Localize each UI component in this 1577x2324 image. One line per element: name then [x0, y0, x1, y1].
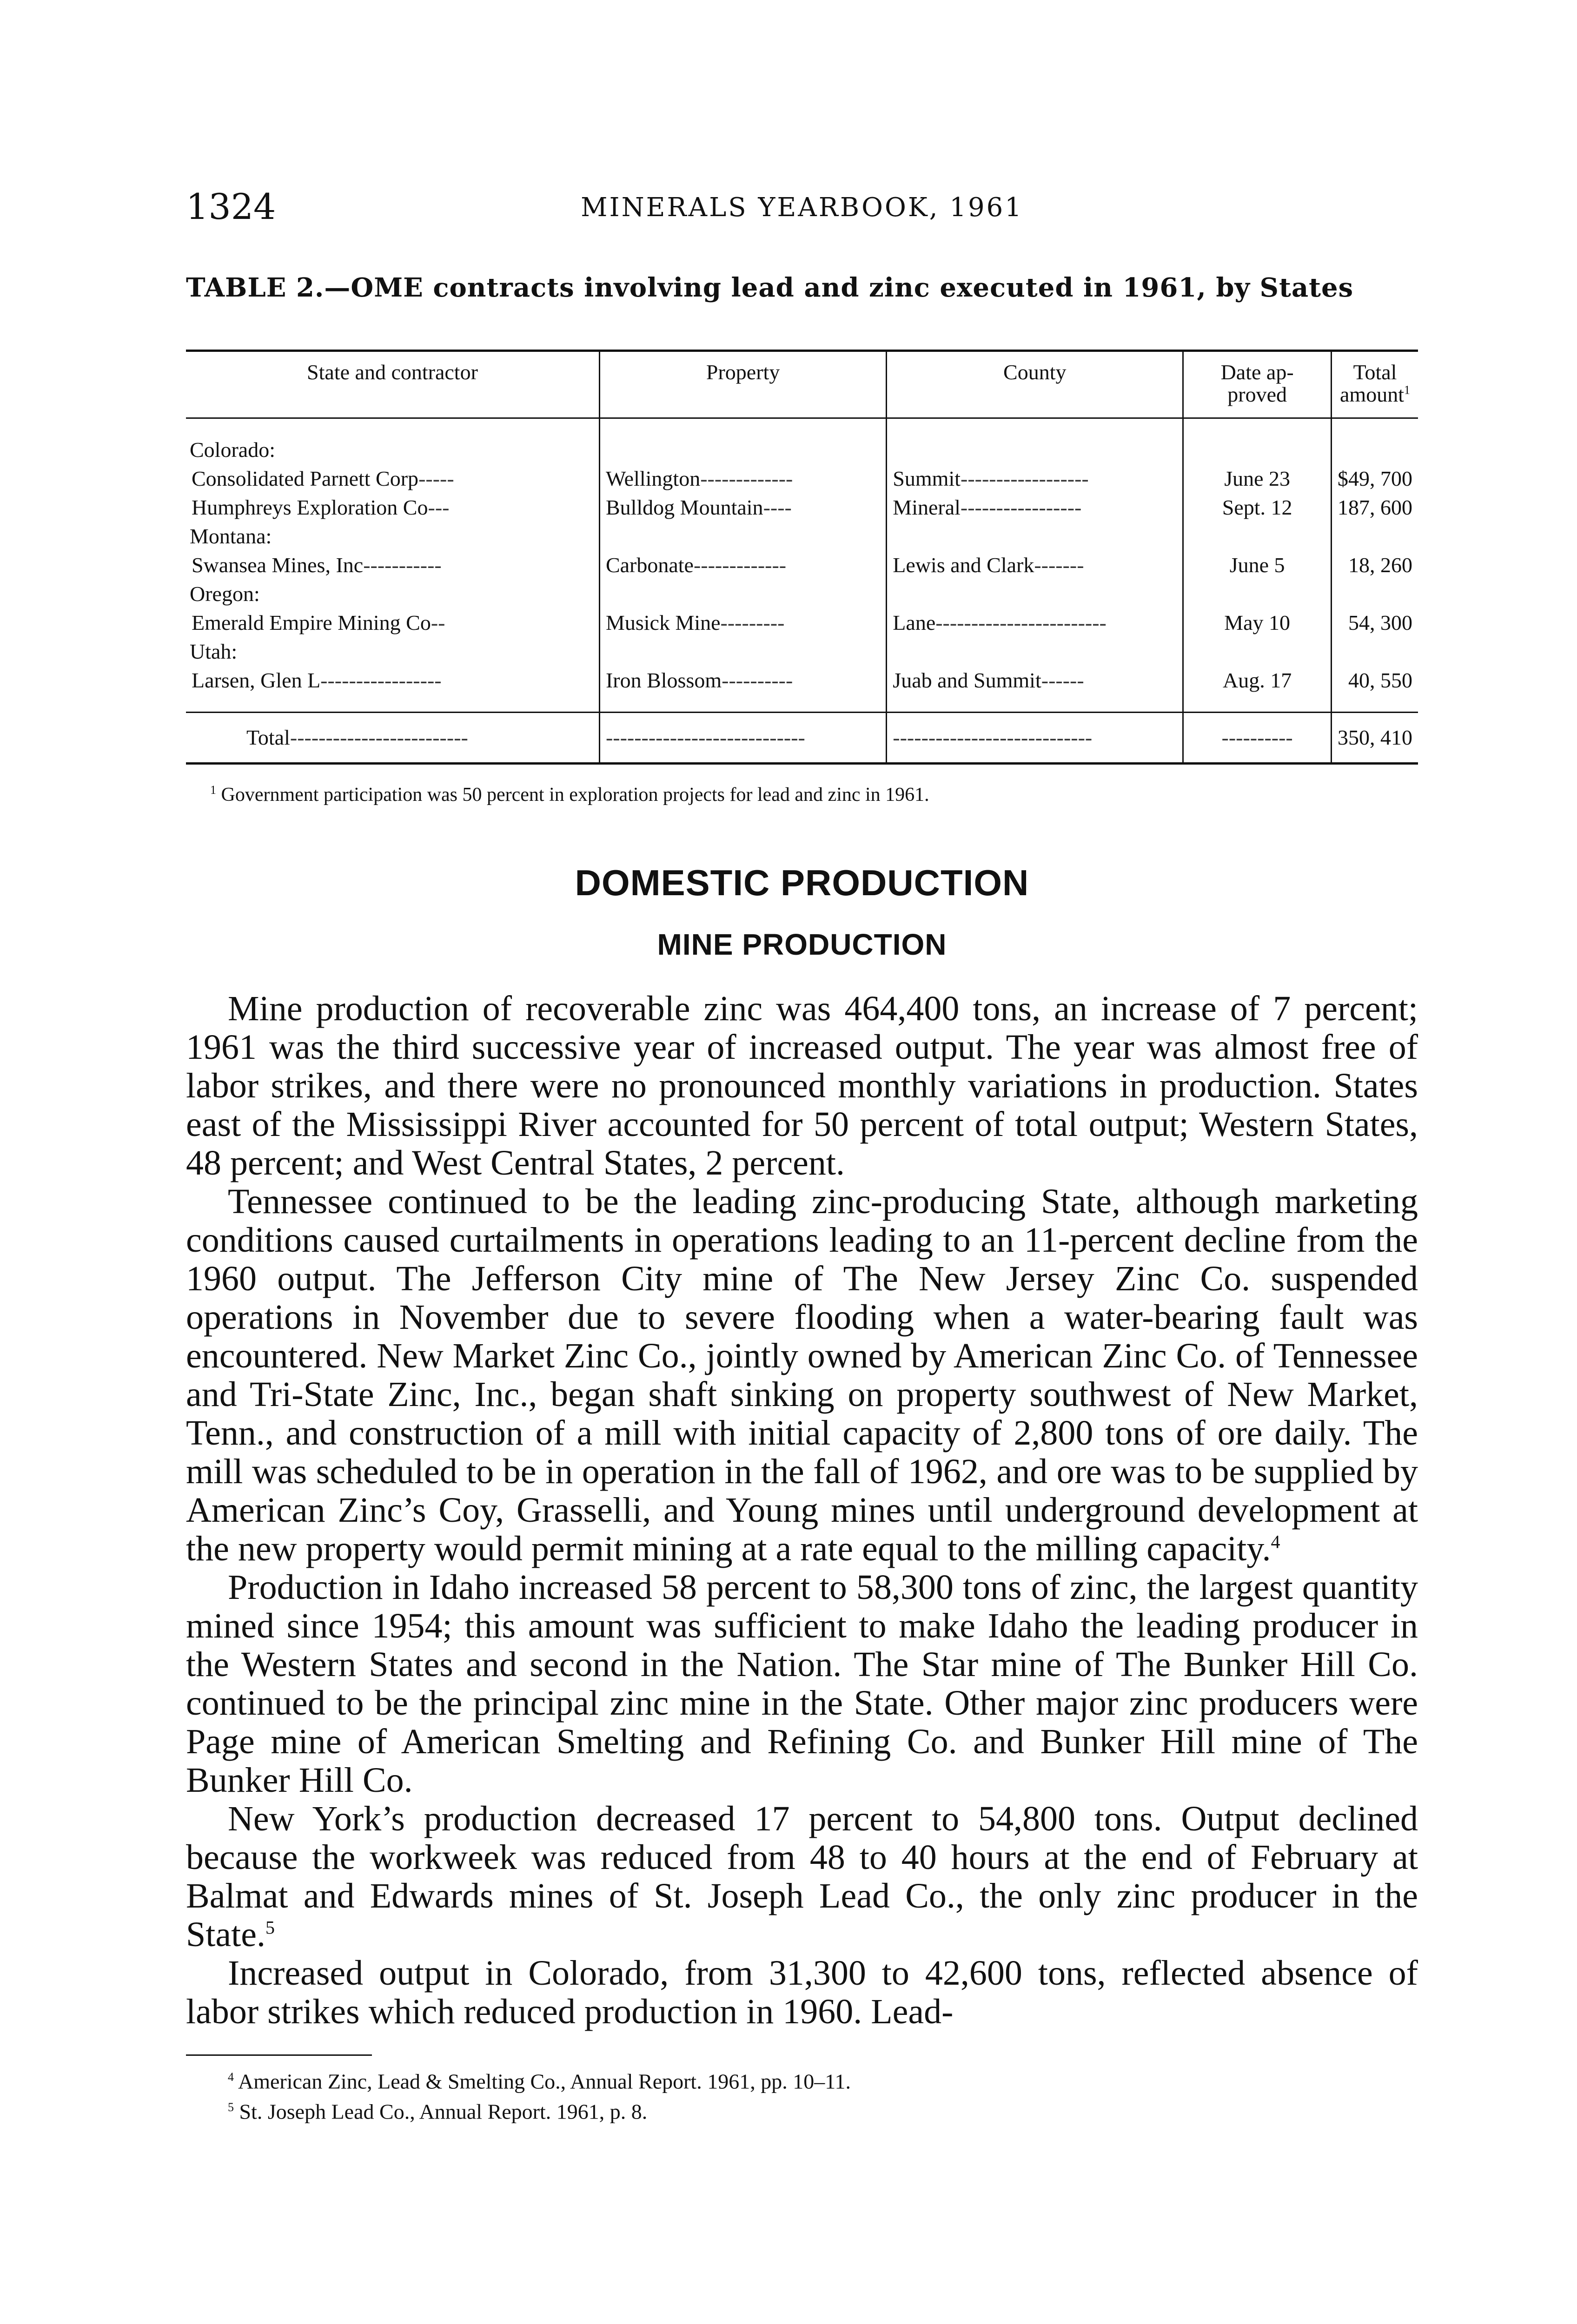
amount-cell: 54, 300: [1348, 610, 1412, 634]
footnote-marker: 4: [228, 2070, 234, 2084]
date-cell: June 5: [1183, 551, 1332, 580]
header-date-approved: [1183, 351, 1332, 418]
table-footnote: [186, 783, 1418, 806]
body-text: [186, 990, 1418, 2031]
table-row: Larsen, Glen L----------------- Iron Blossom---------- Juab and Summit------ Aug. 17 40, 550: [186, 666, 1418, 695]
date-cell: June 23: [1183, 464, 1332, 493]
paragraph-text: Tennessee continued to be the leading zinc-producing State, although marketing conditions caused curtailments in operations leading to an 11-percent decline from the 1960 output. The Jefferson City mine of The New Jersey Zinc Co. suspended operations in November due to severe flooding when a water-bearing fault was encountered. New Market Zinc Co., jointly owned by American Zinc Co. of Tennessee and Tri-State Zinc, Inc., began shaft sinking on property southwest of New Market, Tenn., and construction of a mill with initial capacity of 2,800 tons of ore daily. The mill was scheduled to be in operation in the fall of 1962, and ore was to be supplied by American Zinc’s Coy, Grasselli, and Young mines until underground development at the new property would permit mining at a rate equal to the milling capacity.: [186, 1182, 1418, 1568]
running-title: MINERALS YEARBOOK, 1961: [581, 192, 1023, 223]
date-cell: Sept. 12: [1183, 493, 1332, 522]
table-row: Swansea Mines, Inc----------- Carbonate------------- Lewis and Clark------- June 5 18, 260: [186, 551, 1418, 580]
running-head: [186, 186, 1418, 228]
table-row: Consolidated Parnett Corp----- Wellington------------- Summit------------------ June 23 $49, 700: [186, 464, 1418, 493]
subsection-heading: MINE PRODUCTION: [657, 927, 947, 961]
document-page: [186, 186, 1418, 2125]
contractor-cell: Swansea Mines, Inc: [192, 553, 364, 577]
paragraph-text: Mine production of recoverable zinc was 464,400 tons, an increase of 7 percent; 1961 was the third successive year of increased output. The year was almost free of labor strikes, and there were no pronounced monthly variations in production. States east of the Mississippi River accounted for 50 percent of total output; Western States, 48 percent; and West Central States, 2 percent.: [186, 989, 1418, 1182]
paragraph: [186, 990, 1418, 1182]
property-cell: Musick Mine: [605, 610, 721, 634]
paragraph-text: New York’s production decreased 17 percent to 54,800 tons. Output declined because the workweek was reduced from 48 to 40 hours at the end of February at Balmat and Edwards mines of St. Joseph Lead Co., the only zinc producer in the State.: [186, 1799, 1418, 1954]
state-name: Utah:: [186, 637, 599, 666]
footnote-reference: 5: [265, 1917, 275, 1938]
date-cell: Aug. 17: [1183, 666, 1332, 695]
amount-cell: $49, 700: [1338, 466, 1412, 490]
header-total-amount: [1332, 351, 1418, 418]
table-caption-label: TABLE 2.: [186, 272, 325, 303]
table-row: Humphreys Exploration Co--- Bulldog Mountain---- Mineral----------------- Sept. 12 187, 600: [186, 493, 1418, 522]
table-footnote-text: Government participation was 50 percent in exploration projects for lead and zinc in 1961.: [221, 784, 929, 805]
footnote-divider: [186, 2054, 372, 2056]
header-amount-line1: Total: [1353, 360, 1397, 384]
header-date-line1: Date ap-: [1220, 360, 1294, 384]
state-row: [186, 580, 1418, 608]
property-cell: Wellington: [605, 466, 701, 490]
table-spacer-row: [186, 695, 1418, 713]
paragraph: [186, 1182, 1418, 1568]
header-amount-line2: amount: [1340, 383, 1404, 407]
contractor-cell: Larsen, Glen L: [192, 668, 321, 692]
total-label: Total: [246, 725, 290, 749]
header-county: County: [887, 351, 1183, 418]
state-name: Colorado:: [186, 436, 599, 464]
paragraph: [186, 1800, 1418, 1954]
property-cell: Bulldog Mountain: [605, 495, 763, 519]
header-state-contractor: State and contractor: [186, 351, 599, 418]
page-number: 1324: [186, 186, 276, 227]
footnote-item: [228, 2094, 1418, 2125]
header-date-line2: proved: [1227, 383, 1287, 407]
table-row: Emerald Empire Mining Co-- Musick Mine--------- Lane------------------------ May 10 54, 300: [186, 608, 1418, 637]
county-cell: Lane: [893, 610, 936, 634]
section-heading: DOMESTIC PRODUCTION: [575, 862, 1029, 903]
header-amount-footnote-marker: 1: [1404, 383, 1410, 397]
footnote-text: American Zinc, Lead & Smelting Co., Annual Report. 1961, pp. 10–11.: [238, 2069, 851, 2093]
footnote-marker: 5: [228, 2100, 234, 2114]
ome-contracts-table: [186, 350, 1418, 765]
contractor-cell: Humphreys Exploration Co: [192, 495, 428, 519]
property-cell: Carbonate: [605, 553, 694, 577]
state-name: Montana:: [186, 522, 599, 551]
total-property-leader: ----------------------------: [599, 712, 886, 763]
page-footnotes: [186, 2064, 1418, 2125]
paragraph-text: Production in Idaho increased 58 percent to 58,300 tons of zinc, the largest quantity mined since 1954; this amount was sufficient to make Idaho the leading producer in the Western States and second in the Nation. The Star mine of The Bunker Hill Co. continued to be the principal zinc mine in the State. Other major zinc producers were Page mine of American Smelting and Refining Co. and Bunker Hill mine of The Bunker Hill Co.: [186, 1567, 1418, 1800]
header-property: Property: [599, 351, 886, 418]
paragraph: [186, 1568, 1418, 1800]
amount-cell: 18, 260: [1348, 553, 1412, 577]
paragraph: [186, 1954, 1418, 2031]
paragraph-text: Increased output in Colorado, from 31,300 to 42,600 tons, reflected absence of labor strikes which reduced production in 1960. Lead-: [186, 1953, 1418, 2031]
amount-cell: 40, 550: [1348, 668, 1412, 692]
table-header-row: [186, 351, 1418, 418]
county-cell: Lewis and Clark: [893, 553, 1034, 577]
state-row: [186, 637, 1418, 666]
total-row: Total------------------------- ---------------------------- ---------------------------- ---------- 350, 410: [186, 712, 1418, 763]
property-cell: Iron Blossom: [605, 668, 722, 692]
contractor-cell: Emerald Empire Mining Co: [192, 610, 431, 634]
state-name: Oregon:: [186, 580, 599, 608]
state-row: [186, 436, 1418, 464]
county-cell: Mineral: [893, 495, 961, 519]
footnote-text: St. Joseph Lead Co., Annual Report. 1961, p. 8.: [239, 2100, 648, 2124]
footnote-item: [228, 2064, 1418, 2094]
table-footnote-marker: 1: [210, 783, 216, 797]
total-county-leader: ----------------------------: [887, 712, 1183, 763]
date-cell: May 10: [1183, 608, 1332, 637]
table-caption: [186, 272, 1418, 303]
table-spacer-row: [186, 418, 1418, 436]
county-cell: Juab and Summit: [893, 668, 1041, 692]
county-cell: Summit: [893, 466, 961, 490]
total-amount: 350, 410: [1332, 712, 1418, 763]
total-date-leader: ----------: [1183, 712, 1332, 763]
amount-cell: 187, 600: [1338, 495, 1412, 519]
table-caption-text: —OME contracts involving lead and zinc executed in 1961, by States: [324, 272, 1354, 303]
contractor-cell: Consolidated Parnett Corp: [192, 466, 419, 490]
footnote-reference: 4: [1271, 1531, 1280, 1552]
state-row: [186, 522, 1418, 551]
